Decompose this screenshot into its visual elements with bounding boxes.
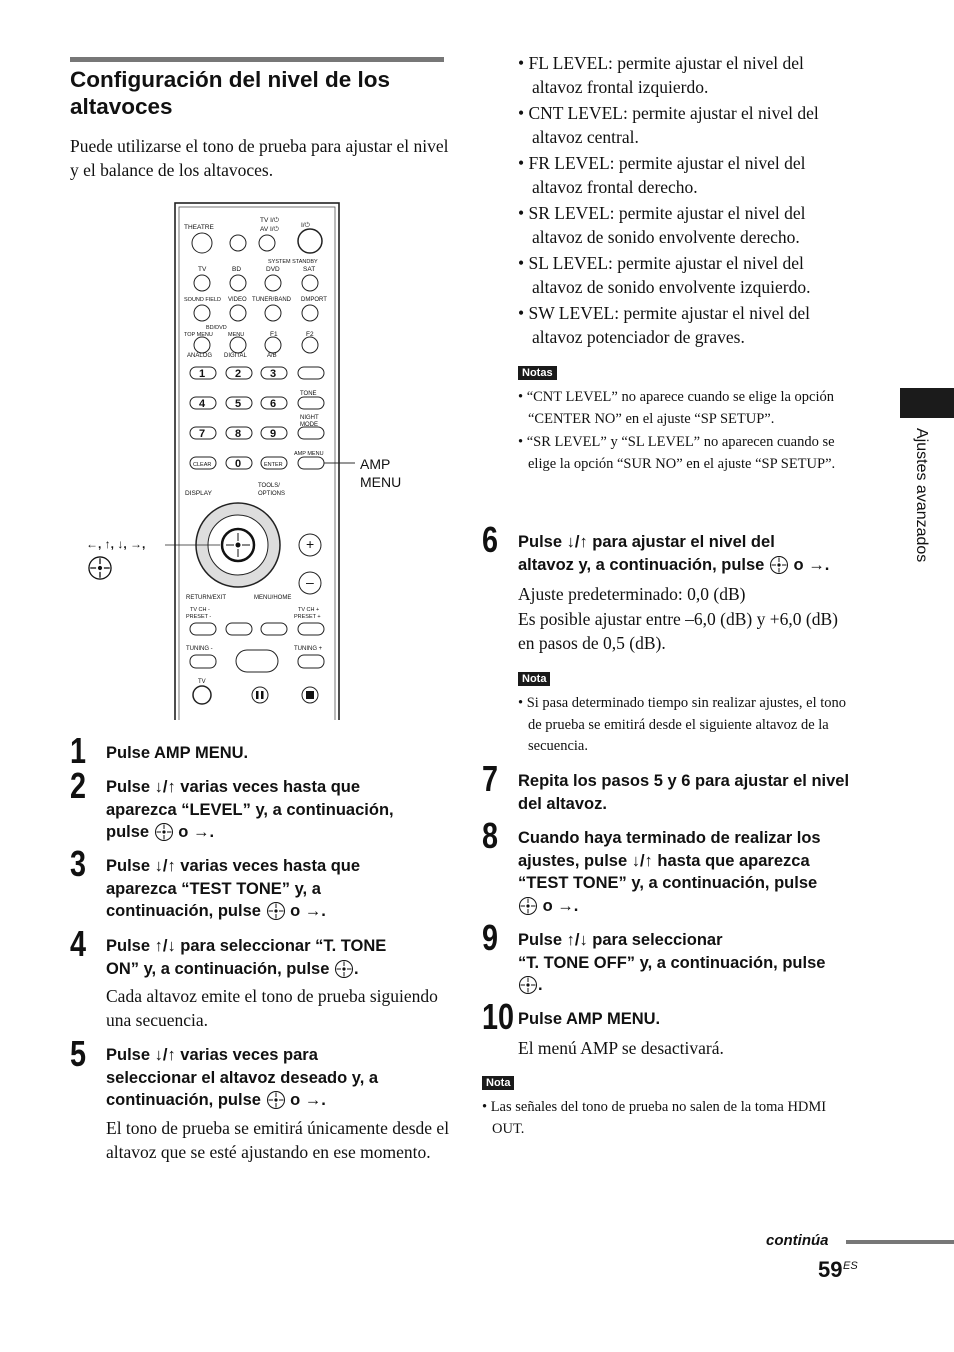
- note-text: • Si pasa determinado tiempo sin realizar ajustes, el tono de prueba se emitirá desde el siguiente altavoz de la secuencia.: [518, 695, 847, 754]
- label-tone: TONE: [300, 391, 317, 397]
- step-7-text: Repita los pasos 5 y 6 para ajustar el nivel del altavoz.: [518, 772, 850, 813]
- digit-4: 4: [199, 398, 206, 410]
- heading-rule: [70, 57, 444, 62]
- step-5-body: El tono de prueba se emitirá únicamente desde el altavoz que se esté ajustando en ese momento.: [106, 1118, 450, 1162]
- label-av-io: AV I/⏻: [260, 226, 279, 233]
- step-5-text: Pulse ↓/↑ varias veces para seleccionar el altavoz deseado y, a continuación, pulse o →.: [106, 1046, 379, 1109]
- label-sound-field: SOUND FIELD: [184, 297, 221, 303]
- note-text-2: • Las señales del tono de prueba no salen de la toma HDMI OUT.: [482, 1099, 827, 1137]
- svg-text:–: –: [306, 574, 314, 590]
- level-item-fr: • FR LEVEL: permite ajustar el nivel del altavoz frontal derecho.: [518, 153, 806, 197]
- step-4-text: Pulse ↑/↓ para seleccionar “T. TONE ON” y, a continuación, pulse .: [106, 937, 387, 978]
- label-tv-ch-plus-2: PRESET +: [294, 614, 321, 620]
- digit-9: 9: [270, 428, 277, 440]
- label-enter: ENTER: [264, 462, 283, 468]
- enter-icon: [154, 822, 174, 842]
- digit-1: 1: [199, 368, 206, 380]
- label-tv-io: TV I/⏻: [260, 217, 279, 224]
- label-menu: MENU: [228, 332, 245, 338]
- enter-icon: [518, 896, 538, 916]
- label-tools-1: TOOLS/: [258, 483, 280, 489]
- label-digital: DIGITAL: [224, 353, 247, 359]
- label-night-1: NIGHT: [300, 415, 319, 421]
- note-item: • “CNT LEVEL” no aparece cuando se elige la opción “CENTER NO” en el ajuste “SP SETUP”.: [518, 389, 835, 427]
- label-night-2: MODE: [300, 422, 318, 428]
- intro-paragraph: Puede utilizarse el tono de prueba para ajustar el nivel y el balance de los altavoces.: [70, 136, 449, 180]
- label-dvd: DVD: [266, 266, 280, 273]
- label-system-standby: SYSTEM STANDBY: [268, 259, 318, 265]
- digit-7: 7: [199, 428, 206, 440]
- continues-label: continúa: [766, 1232, 829, 1249]
- step-9-text: Pulse ↑/↓ para seleccionar “T. TONE OFF” y, a continuación, pulse .: [518, 931, 826, 994]
- level-item-fl: • FL LEVEL: permite ajustar el nivel del altavoz frontal izquierdo.: [518, 53, 804, 97]
- step-3-text: Pulse ↓/↑ varias veces hasta que aparezca “TEST TONE” y, a continuación, pulse o →.: [106, 857, 361, 920]
- level-list: [518, 52, 858, 349]
- label-tuning-plus: TUNING +: [294, 646, 323, 652]
- digit-8: 8: [235, 428, 242, 440]
- label-menu-home: MENU/HOME: [254, 595, 292, 601]
- label-tuner-band: TUNER/BAND: [252, 297, 292, 303]
- step-number-8: 8: [482, 815, 499, 856]
- label-theatre: THEATRE: [184, 224, 214, 231]
- page-heading: Configuración del nivel de los altavoces: [70, 67, 391, 119]
- level-item-cnt: • CNT LEVEL: permite ajustar el nivel del altavoz central.: [518, 103, 819, 147]
- label-tuning-minus: TUNING -: [186, 646, 213, 652]
- step-number-5: 5: [70, 1033, 87, 1074]
- callout-enter-icon: [87, 555, 113, 581]
- step-4-body: Cada altavoz emite el tono de prueba siguiendo una secuencia.: [106, 986, 438, 1030]
- step-10-text: Pulse AMP MENU.: [518, 1010, 661, 1028]
- step-number-10: 10: [482, 996, 515, 1037]
- label-tv-ch-plus-1: TV CH +: [298, 607, 320, 613]
- callout-arrow-keys: ←, ↑, ↓, →,: [86, 537, 146, 551]
- digit-3: 3: [270, 368, 277, 380]
- section-tab-label: Ajustes avanzados: [913, 428, 930, 563]
- level-item-sw: • SW LEVEL: permite ajustar el nivel del altavoz potenciador de graves.: [518, 303, 811, 347]
- step-number-9: 9: [482, 917, 499, 958]
- step-number-1: 1: [70, 730, 87, 771]
- note-item: • “SR LEVEL” y “SL LEVEL” no aparecen cuando se elige la opción “SUR NO” en el ajuste “SP SETUP”.: [518, 434, 836, 472]
- label-io: I/⏻: [301, 222, 310, 229]
- step-number-6: 6: [482, 519, 499, 560]
- level-item-sl: • SL LEVEL: permite ajustar el nivel del altavoz de sonido envolvente izquierdo.: [518, 253, 811, 297]
- step-number-7: 7: [482, 758, 499, 799]
- label-tools-2: OPTIONS: [258, 491, 286, 497]
- label-tv-bottom: TV: [198, 679, 206, 685]
- label-video: VIDEO: [228, 297, 247, 303]
- step-6-range: Es posible ajustar entre –6,0 (dB) y +6,0 (dB) en pasos de 0,5 (dB).: [518, 609, 838, 653]
- label-amp-menu: AMP MENU: [294, 451, 324, 457]
- label-return-exit: RETURN/EXIT: [186, 595, 227, 601]
- svg-text:+: +: [306, 536, 315, 552]
- step-number-3: 3: [70, 843, 87, 884]
- digit-5: 5: [235, 398, 242, 410]
- label-tv-ch-minus-1: TV CH -: [190, 607, 210, 613]
- enter-icon: [334, 959, 354, 979]
- step-6-text: Pulse ↓/↑ para ajustar el nivel del altavoz y, a continuación, pulse o →.: [518, 533, 830, 574]
- notes-list: [518, 387, 858, 475]
- digit-2: 2: [235, 368, 242, 380]
- step-1-text: Pulse AMP MENU.: [106, 744, 249, 762]
- step-number-4: 4: [70, 923, 87, 964]
- label-f1: F1: [270, 331, 278, 338]
- step-2-text: Pulse ↓/↑ varias veces hasta que aparezca “LEVEL” y, a continuación, pulse o →.: [106, 778, 394, 841]
- step-number-2: 2: [70, 765, 87, 806]
- section-tab-marker: [900, 388, 954, 418]
- callout-amp-menu: AMP MENU: [360, 456, 402, 490]
- label-sat: SAT: [303, 266, 316, 273]
- label-clear: CLEAR: [193, 462, 212, 468]
- note-badge: Nota: [518, 672, 550, 686]
- note-badge-2: Nota: [482, 1076, 514, 1090]
- label-f2: F2: [306, 331, 314, 338]
- page-number: 59: [818, 1257, 843, 1282]
- label-display: DISPLAY: [185, 490, 212, 497]
- enter-icon: [266, 901, 286, 921]
- label-dmport: DMPORT: [301, 297, 327, 303]
- label-analog: ANALOG: [187, 353, 213, 359]
- label-tv: TV: [198, 266, 207, 273]
- level-item-sr: • SR LEVEL: permite ajustar el nivel del altavoz de sonido envolvente derecho.: [518, 203, 806, 247]
- notes-badge: Notas: [518, 366, 557, 380]
- label-ab: A/B: [267, 353, 277, 359]
- continues-bar: [846, 1240, 954, 1244]
- enter-icon: [518, 975, 538, 995]
- step-10-body: El menú AMP se desactivará.: [518, 1038, 724, 1058]
- step-8-text: Cuando haya terminado de realizar los ajustes, pulse ↓/↑ hasta que aparezca “TEST TONE” y, a continuación, pulse o →.: [518, 829, 821, 915]
- enter-icon: [769, 555, 789, 575]
- page-language-suffix: ES: [843, 1260, 858, 1272]
- step-6-default: Ajuste predeterminado: 0,0 (dB): [518, 584, 746, 604]
- label-bd: BD: [232, 266, 242, 273]
- enter-icon: [266, 1090, 286, 1110]
- label-bd-dvd: BD/DVD: [206, 325, 227, 331]
- digit-6: 6: [270, 398, 277, 410]
- label-top-menu: TOP MENU: [184, 332, 213, 338]
- digit-0: 0: [235, 458, 242, 470]
- label-tv-ch-minus-2: PRESET -: [186, 614, 212, 620]
